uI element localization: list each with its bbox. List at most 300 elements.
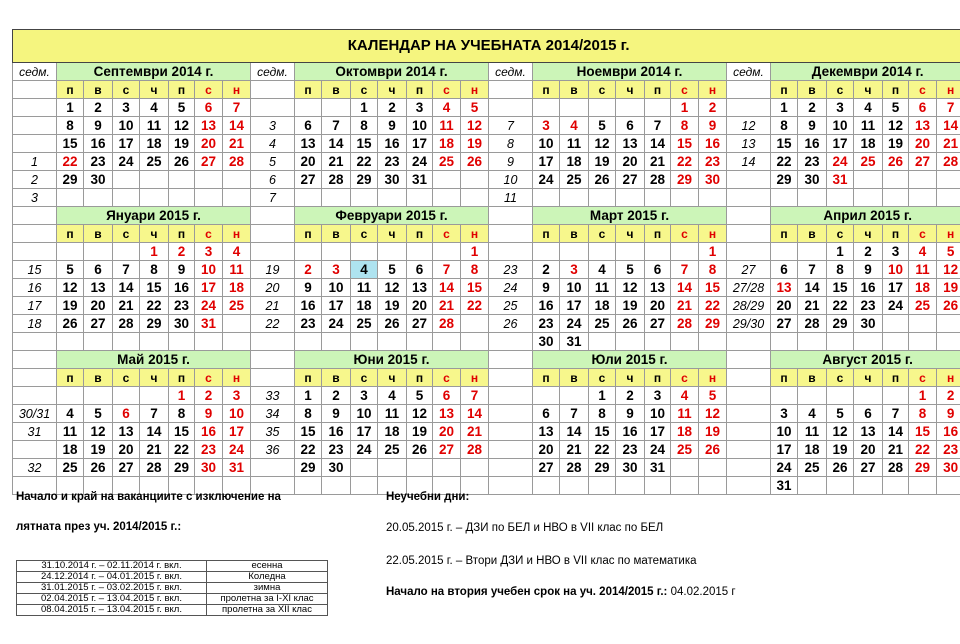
week-number: 35: [251, 423, 295, 441]
day-cell: 18: [140, 135, 169, 153]
week-number-cell: [489, 81, 533, 99]
day-cell: 29: [351, 171, 378, 189]
day-cell: 12: [883, 117, 909, 135]
day-cell: 1: [771, 99, 798, 117]
day-cell: [827, 333, 854, 351]
day-cell: [883, 387, 909, 405]
day-header: п: [169, 81, 195, 99]
day-header: н: [223, 369, 251, 387]
day-cell: 6: [195, 99, 223, 117]
week-number: 7: [251, 189, 295, 207]
day-cell: 20: [645, 297, 671, 315]
calendar-title: КАЛЕНДАР НА УЧЕБНАТА 2014/2015 г.: [13, 30, 960, 63]
day-header: п: [771, 81, 798, 99]
day-cell: 25: [351, 315, 378, 333]
day-cell: 23: [84, 153, 113, 171]
week-number: [727, 459, 771, 477]
week-number: [489, 477, 533, 495]
day-cell: [937, 171, 960, 189]
day-cell: 13: [433, 405, 461, 423]
day-cell: [295, 99, 322, 117]
day-cell: 1: [351, 99, 378, 117]
day-cell: [169, 189, 195, 207]
day-cell: [699, 477, 727, 495]
day-cell: [57, 189, 84, 207]
day-cell: 7: [113, 261, 140, 279]
day-header: ч: [140, 369, 169, 387]
day-cell: 25: [140, 153, 169, 171]
day-cell: 22: [169, 441, 195, 459]
day-cell: 25: [378, 441, 407, 459]
day-cell: 7: [671, 261, 699, 279]
day-cell: 5: [57, 261, 84, 279]
day-header: п: [169, 369, 195, 387]
day-cell: 19: [378, 297, 407, 315]
day-cell: [195, 189, 223, 207]
day-cell: 20: [771, 297, 798, 315]
day-cell: 29: [140, 315, 169, 333]
week-number: 26: [489, 315, 533, 333]
week-number: 20: [251, 279, 295, 297]
day-cell: 28: [560, 459, 589, 477]
day-cell: 26: [937, 297, 960, 315]
day-cell: 12: [699, 405, 727, 423]
day-cell: 5: [378, 261, 407, 279]
day-cell: 22: [699, 297, 727, 315]
day-cell: [433, 243, 461, 261]
week-column-label: [13, 351, 57, 369]
day-header: н: [699, 225, 727, 243]
day-cell: 8: [351, 117, 378, 135]
day-cell: [909, 315, 937, 333]
day-cell: 2: [533, 261, 560, 279]
day-cell: 10: [351, 405, 378, 423]
month-title: Октомври 2014 г.: [295, 63, 489, 81]
day-cell: 4: [140, 99, 169, 117]
day-cell: [533, 189, 560, 207]
day-cell: 16: [937, 423, 960, 441]
day-cell: 13: [854, 423, 883, 441]
day-cell: 1: [461, 243, 489, 261]
day-cell: [433, 459, 461, 477]
day-header: п: [57, 225, 84, 243]
day-cell: 8: [461, 261, 489, 279]
day-cell: [645, 333, 671, 351]
day-cell: [84, 387, 113, 405]
week-number: [251, 459, 295, 477]
vacation-name: пролетна за XII клас: [207, 605, 328, 616]
vacations-heading-1: Начало и край на ваканциите с изключение на: [16, 491, 281, 503]
day-cell: 25: [909, 297, 937, 315]
day-cell: 16: [378, 135, 407, 153]
day-cell: [937, 333, 960, 351]
week-number: [13, 243, 57, 261]
day-cell: 19: [84, 441, 113, 459]
day-cell: 25: [560, 171, 589, 189]
day-cell: 7: [322, 117, 351, 135]
day-cell: 28: [645, 171, 671, 189]
day-cell: 27: [645, 315, 671, 333]
day-cell: 28: [433, 315, 461, 333]
day-cell: 4: [798, 405, 827, 423]
day-cell: 30: [798, 171, 827, 189]
day-cell: 17: [351, 423, 378, 441]
day-cell: 30: [854, 315, 883, 333]
day-cell: 17: [771, 441, 798, 459]
day-cell: [57, 387, 84, 405]
day-cell: 27: [909, 153, 937, 171]
day-cell: 17: [407, 135, 433, 153]
day-cell: 24: [351, 441, 378, 459]
day-cell: 10: [645, 405, 671, 423]
day-cell: 1: [57, 99, 84, 117]
day-cell: 18: [57, 441, 84, 459]
day-cell: [645, 99, 671, 117]
day-cell: 17: [113, 135, 140, 153]
day-header: ч: [378, 81, 407, 99]
day-cell: 21: [113, 297, 140, 315]
day-cell: 17: [533, 153, 560, 171]
week-column-label: [489, 351, 533, 369]
day-header: в: [560, 369, 589, 387]
day-cell: [195, 171, 223, 189]
day-header: в: [560, 81, 589, 99]
week-number-cell: [13, 369, 57, 387]
day-cell: 18: [589, 297, 616, 315]
day-cell: [113, 387, 140, 405]
day-cell: [57, 333, 84, 351]
day-cell: 2: [295, 261, 322, 279]
day-cell: 2: [699, 99, 727, 117]
day-header: в: [798, 369, 827, 387]
day-cell: [407, 243, 433, 261]
day-cell: 30: [195, 459, 223, 477]
day-cell: 19: [461, 135, 489, 153]
day-cell: 25: [589, 315, 616, 333]
day-header: н: [461, 81, 489, 99]
month-title: Юни 2015 г.: [295, 351, 489, 369]
day-cell: 29: [57, 171, 84, 189]
day-cell: 15: [351, 135, 378, 153]
day-cell: 19: [169, 135, 195, 153]
day-cell: 4: [589, 261, 616, 279]
day-cell: 11: [57, 423, 84, 441]
day-header: п: [883, 225, 909, 243]
day-cell: 29: [589, 459, 616, 477]
day-cell: [113, 243, 140, 261]
week-number: 33: [251, 387, 295, 405]
day-cell: 14: [883, 423, 909, 441]
day-cell: 21: [883, 441, 909, 459]
day-cell: 8: [771, 117, 798, 135]
month-title: Февруари 2015 г.: [295, 207, 489, 225]
day-cell: 22: [909, 441, 937, 459]
day-cell: 6: [84, 261, 113, 279]
day-cell: [854, 171, 883, 189]
week-number: 9: [489, 153, 533, 171]
week-number: [727, 441, 771, 459]
day-cell: [433, 171, 461, 189]
day-header: ч: [616, 81, 645, 99]
week-column-label: [489, 207, 533, 225]
day-cell: [671, 189, 699, 207]
day-cell: 11: [433, 117, 461, 135]
week-number: 6: [251, 171, 295, 189]
day-cell: [616, 477, 645, 495]
day-cell: 10: [560, 279, 589, 297]
day-header: с: [113, 225, 140, 243]
day-cell: [798, 477, 827, 495]
day-cell: 30: [322, 459, 351, 477]
day-cell: [699, 189, 727, 207]
day-cell: [798, 243, 827, 261]
day-cell: 3: [827, 99, 854, 117]
day-cell: 23: [854, 297, 883, 315]
day-cell: [461, 459, 489, 477]
day-cell: [322, 477, 351, 495]
day-cell: 21: [322, 153, 351, 171]
day-cell: 22: [461, 297, 489, 315]
day-cell: 17: [322, 297, 351, 315]
day-cell: 16: [84, 135, 113, 153]
week-number: [489, 441, 533, 459]
month-title: Август 2015 г.: [771, 351, 960, 369]
day-cell: 10: [533, 135, 560, 153]
day-cell: 22: [771, 153, 798, 171]
week-number: 31: [13, 423, 57, 441]
week-number: 13: [727, 135, 771, 153]
day-cell: 7: [140, 405, 169, 423]
day-header: в: [84, 81, 113, 99]
non-school-day-1: 20.05.2015 г. – ДЗИ по БЕЛ и НВО в VII клас по БЕЛ: [386, 522, 664, 534]
day-cell: 11: [351, 279, 378, 297]
day-cell: 29: [909, 459, 937, 477]
day-cell: 30: [533, 333, 560, 351]
day-header: п: [883, 369, 909, 387]
week-number: [489, 405, 533, 423]
day-cell: 3: [883, 243, 909, 261]
day-cell: [937, 315, 960, 333]
day-cell: 16: [699, 135, 727, 153]
day-cell: 31: [560, 333, 589, 351]
day-cell: [645, 243, 671, 261]
day-cell: 11: [140, 117, 169, 135]
day-cell: [671, 459, 699, 477]
day-cell: [407, 189, 433, 207]
day-cell: 24: [645, 441, 671, 459]
day-cell: 1: [671, 99, 699, 117]
day-cell: 21: [433, 297, 461, 315]
week-number: [13, 117, 57, 135]
day-cell: 15: [461, 279, 489, 297]
day-cell: [771, 333, 798, 351]
day-header: п: [771, 369, 798, 387]
month-title: Ноември 2014 г.: [533, 63, 727, 81]
day-cell: 17: [223, 423, 251, 441]
day-cell: 3: [223, 387, 251, 405]
day-cell: [351, 243, 378, 261]
week-number-cell: [489, 225, 533, 243]
day-cell: 15: [771, 135, 798, 153]
day-cell: 11: [589, 279, 616, 297]
day-cell: 20: [195, 135, 223, 153]
day-cell: 7: [883, 405, 909, 423]
vacation-dates: 31.10.2014 г. – 02.11.2014 г. вкл.: [17, 561, 207, 572]
day-cell: [798, 189, 827, 207]
month-title: Март 2015 г.: [533, 207, 727, 225]
day-cell: 17: [883, 279, 909, 297]
day-cell: 7: [937, 99, 960, 117]
week-number: 15: [13, 261, 57, 279]
day-cell: [560, 99, 589, 117]
week-number: [13, 441, 57, 459]
day-cell: 28: [322, 171, 351, 189]
day-cell: [589, 189, 616, 207]
day-cell: 23: [699, 153, 727, 171]
day-cell: 18: [560, 153, 589, 171]
week-number: 25: [489, 297, 533, 315]
day-cell: 6: [771, 261, 798, 279]
day-cell: 12: [169, 117, 195, 135]
day-cell: 5: [169, 99, 195, 117]
week-number: [727, 477, 771, 495]
day-cell: [322, 99, 351, 117]
day-cell: 12: [937, 261, 960, 279]
week-number: 17: [13, 297, 57, 315]
day-cell: 17: [827, 135, 854, 153]
day-cell: 22: [827, 297, 854, 315]
day-cell: 10: [407, 117, 433, 135]
day-cell: 9: [533, 279, 560, 297]
day-header: с: [827, 369, 854, 387]
second-term-start: [386, 586, 736, 598]
week-number: 18: [13, 315, 57, 333]
vacation-row: [17, 605, 328, 616]
day-cell: 28: [113, 315, 140, 333]
week-column-label: седм.: [13, 63, 57, 81]
day-cell: 10: [113, 117, 140, 135]
day-cell: [322, 243, 351, 261]
day-cell: 22: [295, 441, 322, 459]
day-cell: [827, 189, 854, 207]
week-number: 5: [251, 153, 295, 171]
day-header: с: [589, 225, 616, 243]
day-cell: 31: [827, 171, 854, 189]
day-cell: 4: [909, 243, 937, 261]
day-cell: 24: [407, 153, 433, 171]
vacation-name: Коледна: [207, 572, 328, 583]
week-number: 7: [489, 117, 533, 135]
day-cell: 1: [295, 387, 322, 405]
day-header: н: [461, 369, 489, 387]
day-cell: 20: [909, 135, 937, 153]
day-cell: 31: [223, 459, 251, 477]
week-number: [251, 243, 295, 261]
day-header: ч: [616, 225, 645, 243]
day-cell: [84, 243, 113, 261]
day-cell: [407, 333, 433, 351]
day-cell: 20: [433, 423, 461, 441]
day-cell: 18: [671, 423, 699, 441]
day-cell: 2: [169, 243, 195, 261]
day-cell: 23: [798, 153, 827, 171]
day-cell: 18: [378, 423, 407, 441]
day-cell: 18: [854, 135, 883, 153]
day-cell: [378, 459, 407, 477]
day-cell: 9: [322, 405, 351, 423]
day-cell: [883, 171, 909, 189]
day-cell: 4: [433, 99, 461, 117]
day-cell: 9: [378, 117, 407, 135]
day-cell: [57, 243, 84, 261]
day-cell: 27: [533, 459, 560, 477]
month-title: Септември 2014 г.: [57, 63, 251, 81]
day-header: с: [113, 81, 140, 99]
day-header: с: [827, 81, 854, 99]
day-cell: [589, 333, 616, 351]
day-cell: 9: [84, 117, 113, 135]
day-cell: 28: [883, 459, 909, 477]
day-cell: [295, 333, 322, 351]
week-number: [727, 405, 771, 423]
day-cell: [798, 387, 827, 405]
week-number: 10: [489, 171, 533, 189]
day-cell: 21: [140, 441, 169, 459]
day-cell: 14: [223, 117, 251, 135]
day-header: с: [589, 81, 616, 99]
week-number: 36: [251, 441, 295, 459]
day-cell: [883, 189, 909, 207]
day-header: ч: [140, 81, 169, 99]
day-cell: [883, 477, 909, 495]
day-cell: [854, 387, 883, 405]
day-header: п: [57, 369, 84, 387]
day-cell: 8: [909, 405, 937, 423]
week-number: 12: [727, 117, 771, 135]
week-column-label: [251, 207, 295, 225]
day-cell: 13: [771, 279, 798, 297]
vacation-row: [17, 594, 328, 605]
day-cell: 30: [84, 171, 113, 189]
day-cell: 9: [169, 261, 195, 279]
day-cell: 5: [407, 387, 433, 405]
day-cell: 14: [937, 117, 960, 135]
day-cell: 21: [560, 441, 589, 459]
day-cell: 10: [883, 261, 909, 279]
day-cell: [223, 333, 251, 351]
day-cell: 5: [827, 405, 854, 423]
day-cell: 4: [351, 261, 378, 279]
week-number: [13, 333, 57, 351]
month-title: Декември 2014 г.: [771, 63, 960, 81]
day-cell: [322, 333, 351, 351]
day-header: с: [195, 225, 223, 243]
day-header: с: [671, 369, 699, 387]
vacation-row: [17, 572, 328, 583]
day-cell: 19: [616, 297, 645, 315]
day-cell: [616, 333, 645, 351]
day-cell: 11: [223, 261, 251, 279]
week-number: 2: [13, 171, 57, 189]
day-cell: 15: [827, 279, 854, 297]
week-column-label: седм.: [251, 63, 295, 81]
day-header: ч: [854, 81, 883, 99]
day-cell: 20: [113, 441, 140, 459]
day-cell: 18: [433, 135, 461, 153]
week-number: [251, 333, 295, 351]
day-cell: 16: [169, 279, 195, 297]
day-cell: 16: [854, 279, 883, 297]
